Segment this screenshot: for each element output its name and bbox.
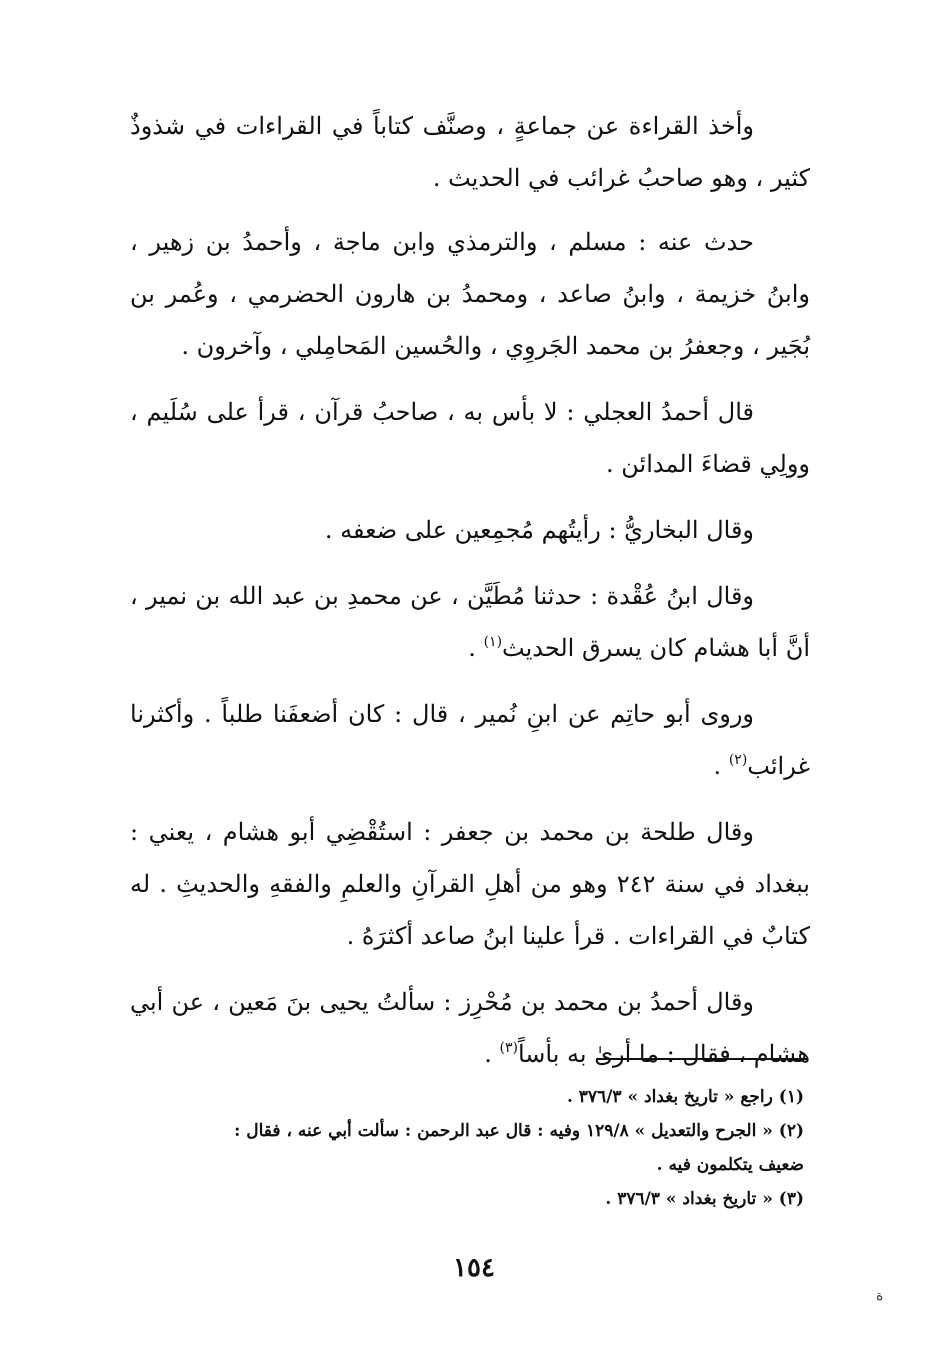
paragraph-7: وقال طلحة بن محمد بن جعفر : استُقْضِي أبو هشام ، يعني : ببغداد في سنة ٢٤٢ وهو من أهلِ القرآنِ والعلمِ والفقهِ والحديثِ . له كتابٌ في القراءات . قرأ علينا ابنُ صاعد أكثرَهُ . bbox=[130, 818, 810, 950]
page-number: ١٥٤ bbox=[453, 1253, 495, 1283]
paragraph-6-text: وروى أبو حاتِم عن ابنِ نُمير ، قال : كان أضعفَنا طلباً . وأكثرنا غرائب bbox=[130, 700, 810, 780]
footnote-1: (١) راجع « تاريخ بغداد » ٣٧٦/٣ . bbox=[566, 1087, 804, 1107]
paragraph-8-text: وقال أحمدُ بن محمد بن مُحْرِز : سألتُ يحيى بنَ مَعين ، عن أبي هشام ، فقال : ما أرىٰ به بأساً bbox=[130, 988, 810, 1068]
footnote-separator bbox=[598, 1058, 808, 1060]
paragraph-5-end: . bbox=[468, 634, 484, 662]
footnote-ref-1: (١) bbox=[483, 634, 503, 650]
paragraph-6 bbox=[130, 688, 810, 792]
paragraph-2: حدث عنه : مسلم ، والترمذي وابن ماجة ، وأحمدُ بن زهير ، وابنُ خزيمة ، وابنُ صاعد ، ومحمدُ بن هارون الحضرمي ، وعُمر بن بُجَير ، وجعفرُ بن محمد الجَروِي ، والحُسين المَحامِلي ، وآخرون . bbox=[130, 228, 810, 360]
paragraph-8 bbox=[130, 976, 810, 1080]
paragraph-5-text: وقال ابنُ عُقْدة : حدثنا مُطَيَّن ، عن محمدِ بن عبد الله بن نمير ، أنَّ أبا هشام كان يسرق الحديث bbox=[130, 582, 810, 662]
footnote-ref-3: (٣) bbox=[499, 1040, 518, 1056]
paragraph-1: وأخذ القراءة عن جماعةٍ ، وصنَّف كتاباً في القراءات في شذوذٌ كثير ، وهو صاحبُ غرائب في الحديث . bbox=[130, 112, 810, 192]
footnote-2-line-2: ضعيف يتكلمون فيه . bbox=[656, 1155, 804, 1175]
paragraph-8-end: . bbox=[484, 1040, 500, 1068]
footnote-ref-2: (٢) bbox=[728, 752, 748, 768]
paragraph-6-end: . bbox=[713, 752, 729, 780]
main-text bbox=[130, 100, 810, 1094]
paragraph-5 bbox=[130, 570, 810, 674]
footnote-2-line-1: (٢) « الجرح والتعديل » ١٢٩/٨ وفيه : قال عبد الرحمن : سألت أبي عنه ، فقال : bbox=[234, 1121, 804, 1141]
footnote-2 bbox=[140, 1114, 804, 1182]
paragraph-4: وقال البخاريُّ : رأيتُهم مُجمِعين على ضعفه . bbox=[324, 516, 754, 544]
footnote-3: (٣) « تاريخ بغداد » ٣٧٦/٣ . bbox=[605, 1189, 804, 1209]
footnotes bbox=[140, 1080, 804, 1216]
paragraph-3: قال أحمدُ العجلي : لا بأس به ، صاحبُ قرآن ، قرأ على سُلَيم ، وولِي قضاءَ المدائن . bbox=[130, 398, 810, 478]
corner-mark: ة bbox=[876, 1288, 884, 1304]
